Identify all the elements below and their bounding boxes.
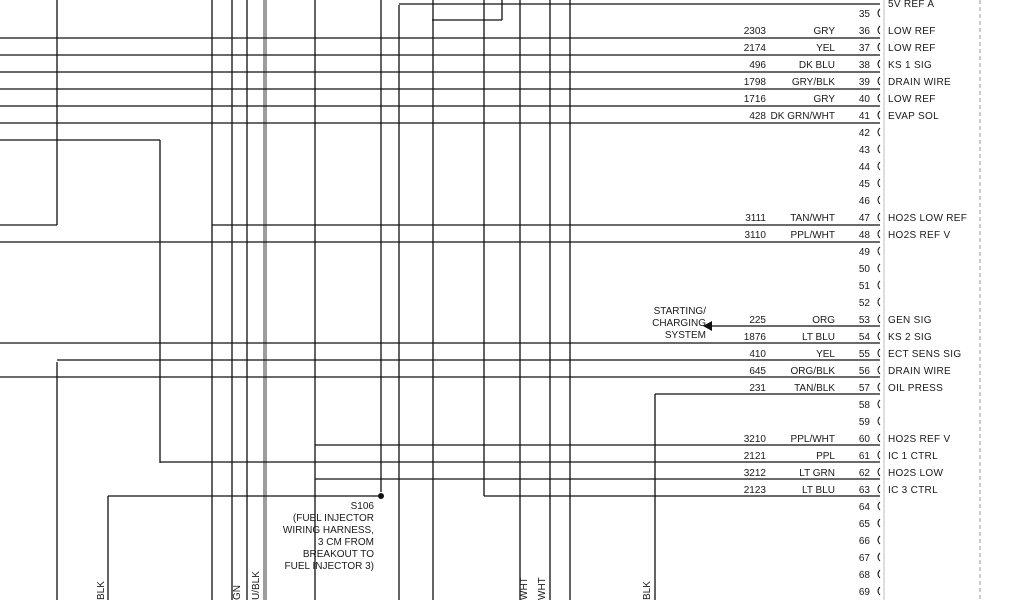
terminal-bracket	[878, 485, 880, 493]
pin-row-57	[749, 383, 943, 394]
wire-color: TAN/WHT	[790, 213, 835, 224]
wire-color: GRY/BLK	[791, 77, 835, 88]
splice-line-5: BREAKOUT TO	[302, 549, 374, 560]
pin-number: 52	[858, 298, 870, 309]
pin-row-62	[744, 468, 944, 479]
terminal-bracket	[878, 213, 880, 221]
terminal-bracket	[878, 43, 880, 51]
pin-description: KS 2 SIG	[888, 332, 933, 343]
splice-annotation	[283, 501, 375, 572]
splice-line-2: (FUEL INJECTOR	[292, 513, 374, 524]
pin-description: EVAP SOL	[888, 111, 939, 122]
terminal-bracket	[878, 264, 880, 272]
pin-row-39	[744, 77, 951, 88]
pin-row-60	[744, 434, 951, 445]
wire-label-gn: GN	[232, 585, 243, 600]
pin-row-65	[859, 519, 880, 530]
terminal-bracket	[878, 502, 880, 510]
terminal-bracket	[878, 519, 880, 527]
terminal-bracket	[878, 536, 880, 544]
pin-number: 36	[858, 26, 870, 37]
terminal-bracket	[878, 553, 880, 561]
top-pin-label: 5V REF A	[888, 0, 935, 10]
wire-color: ORG	[812, 315, 835, 326]
circuit-number: 231	[749, 383, 766, 394]
pin-row-37	[744, 43, 936, 54]
pin-number: 39	[858, 77, 870, 88]
terminal-bracket	[878, 366, 880, 374]
pin-description: GEN SIG	[888, 315, 932, 326]
terminal-bracket	[878, 451, 880, 459]
pin-number: 38	[858, 60, 870, 71]
circuit-number: 2174	[743, 43, 766, 54]
pin-row-61	[744, 451, 938, 462]
pin-number: 69	[858, 587, 870, 598]
pin-row-45	[859, 179, 880, 190]
terminal-bracket	[878, 587, 880, 595]
pin-number: 46	[858, 196, 870, 207]
circuit-number: 2121	[743, 451, 766, 462]
pin-description: HO2S REF V	[888, 230, 951, 241]
wire-color: YEL	[816, 349, 835, 360]
pin-row-41	[749, 111, 939, 122]
pin-number: 47	[858, 213, 870, 224]
pin-number: 67	[858, 553, 870, 564]
pin-row-55	[749, 349, 961, 360]
circuit-number: 2123	[743, 485, 766, 496]
pin-number: 61	[858, 451, 870, 462]
pin-number: 49	[858, 247, 870, 258]
wire-label-blk-2: BLK	[642, 581, 653, 600]
pin-row-66	[859, 536, 880, 547]
terminal-bracket	[878, 298, 880, 306]
pin-row-51	[859, 281, 880, 292]
pin-number: 48	[858, 230, 870, 241]
splice-dot	[378, 493, 384, 499]
wire-color: PPL/WHT	[790, 230, 835, 241]
wire-label-wht-2: WHT	[537, 577, 548, 600]
pin-row-69	[859, 587, 880, 598]
wire-color: GRY	[813, 26, 835, 37]
circuit-number: 3210	[743, 434, 766, 445]
pin-row-47	[745, 213, 967, 224]
pin-description: HO2S LOW REF	[888, 213, 968, 224]
wire-color: LT GRN	[799, 468, 835, 479]
wire-color: DK BLU	[798, 60, 835, 71]
terminal-bracket	[878, 145, 880, 153]
terminal-bracket	[878, 468, 880, 476]
wire-label-ublk: U/BLK	[251, 571, 262, 600]
pin-row-46	[859, 196, 880, 207]
pin-number: 62	[858, 468, 870, 479]
pin-row-68	[859, 570, 880, 581]
pin-number: 58	[858, 400, 870, 411]
pin-description: HO2S LOW	[888, 468, 944, 479]
splice-line-4: 3 CM FROM	[317, 537, 374, 548]
starting-charging-label	[652, 306, 706, 341]
pin-row-56	[749, 366, 951, 377]
wire-color: PPL/WHT	[790, 434, 835, 445]
pin-row-50	[859, 264, 880, 275]
terminal-bracket	[878, 434, 880, 442]
starting-line-3: SYSTEM	[664, 330, 706, 341]
pin-description: LOW REF	[888, 94, 936, 105]
pin-description: DRAIN WIRE	[888, 77, 951, 88]
pin-row-67	[859, 553, 880, 564]
pin-number: 40	[858, 94, 870, 105]
pin-row-36	[744, 26, 936, 37]
wire-color: TAN/BLK	[794, 383, 835, 394]
pin-row-59	[859, 417, 880, 428]
terminal-bracket	[878, 162, 880, 170]
pin-number: 42	[858, 128, 870, 139]
pin-number: 66	[858, 536, 870, 547]
terminal-bracket	[878, 417, 880, 425]
wire-color: LT BLU	[802, 332, 835, 343]
terminal-bracket	[878, 230, 880, 238]
pin-row-40	[744, 94, 936, 105]
pin-number: 55	[858, 349, 870, 360]
pin-row-49	[859, 247, 880, 258]
circuit-number: 428	[749, 111, 766, 122]
pin-number: 35	[858, 9, 870, 20]
splice-line-6: FUEL INJECTOR 3)	[284, 561, 374, 572]
circuit-number: 2303	[743, 26, 766, 37]
circuit-number: 645	[749, 366, 766, 377]
pin-number: 54	[858, 332, 870, 343]
starting-line-2: CHARGING	[652, 318, 706, 329]
pin-description: LOW REF	[888, 43, 936, 54]
wire-color: GRY	[813, 94, 835, 105]
pin-number: 51	[858, 281, 870, 292]
pin-rows	[744, 9, 967, 598]
terminal-bracket	[878, 570, 880, 578]
wire-color: ORG/BLK	[790, 366, 835, 377]
wire-color: DK GRN/WHT	[770, 111, 835, 122]
terminal-bracket	[878, 9, 880, 17]
pin-description: DRAIN WIRE	[888, 366, 951, 377]
pin-number: 64	[858, 502, 870, 513]
pin-description: IC 1 CTRL	[888, 451, 938, 462]
pin-number: 41	[858, 111, 870, 122]
terminal-bracket	[878, 247, 880, 255]
pin-number: 50	[858, 264, 870, 275]
pin-description: OIL PRESS	[888, 383, 944, 394]
pin-description: IC 3 CTRL	[888, 485, 938, 496]
pin-number: 68	[858, 570, 870, 581]
pin-row-58	[859, 400, 880, 411]
pin-number: 63	[858, 485, 870, 496]
circuit-number: 1716	[743, 94, 766, 105]
circuit-number: 496	[749, 60, 766, 71]
pin-row-64	[859, 502, 880, 513]
pin-number: 65	[858, 519, 870, 530]
pin-number: 59	[858, 417, 870, 428]
pin-row-35	[859, 9, 880, 20]
terminal-bracket	[878, 60, 880, 68]
wire-label-blk-1: BLK	[96, 581, 107, 600]
circuit-number: 225	[749, 315, 766, 326]
pin-row-43	[859, 145, 880, 156]
pin-row-48	[744, 230, 950, 241]
splice-id: S106	[350, 501, 374, 512]
terminal-bracket	[878, 315, 880, 323]
circuit-number: 1798	[743, 77, 766, 88]
terminal-bracket	[878, 196, 880, 204]
pin-number: 60	[858, 434, 870, 445]
terminal-bracket	[878, 400, 880, 408]
pin-number: 37	[858, 43, 870, 54]
pin-row-42	[859, 128, 880, 139]
wire-color: LT BLU	[802, 485, 835, 496]
circuit-number: 1876	[743, 332, 766, 343]
pin-row-63	[744, 485, 938, 496]
starting-line-1: STARTING/	[653, 306, 706, 317]
terminal-bracket	[878, 349, 880, 357]
circuit-number: 410	[749, 349, 766, 360]
pin-description: LOW REF	[888, 26, 936, 37]
wire-color: YEL	[816, 43, 835, 54]
pin-description: HO2S REF V	[888, 434, 951, 445]
pin-row-38	[749, 60, 932, 71]
terminal-bracket	[878, 128, 880, 136]
pin-description: ECT SENS SIG	[888, 349, 962, 360]
pin-number: 56	[858, 366, 870, 377]
circuit-number: 3111	[745, 213, 766, 224]
wire-color: PPL	[816, 451, 835, 462]
terminal-bracket	[878, 281, 880, 289]
pin-number: 44	[858, 162, 870, 173]
pin-number: 53	[858, 315, 870, 326]
pin-description: KS 1 SIG	[888, 60, 933, 71]
circuit-number: 3212	[743, 468, 766, 479]
terminal-bracket	[878, 332, 880, 340]
wire-label-wht-1: WHT	[519, 577, 530, 600]
circuit-number: 3110	[744, 230, 766, 241]
pin-row-52	[859, 298, 880, 309]
pin-number: 43	[858, 145, 870, 156]
splice-line-3: WIRING HARNESS,	[282, 525, 374, 536]
pin-number: 57	[858, 383, 870, 394]
pin-row-54	[744, 332, 932, 343]
terminal-bracket	[878, 94, 880, 102]
terminal-bracket	[878, 111, 880, 119]
terminal-bracket	[878, 77, 880, 85]
terminal-bracket	[878, 26, 880, 34]
pin-row-53	[749, 315, 931, 326]
terminal-bracket	[878, 179, 880, 187]
pin-row-44	[859, 162, 880, 173]
terminal-bracket	[878, 383, 880, 391]
pin-number: 45	[858, 179, 870, 190]
